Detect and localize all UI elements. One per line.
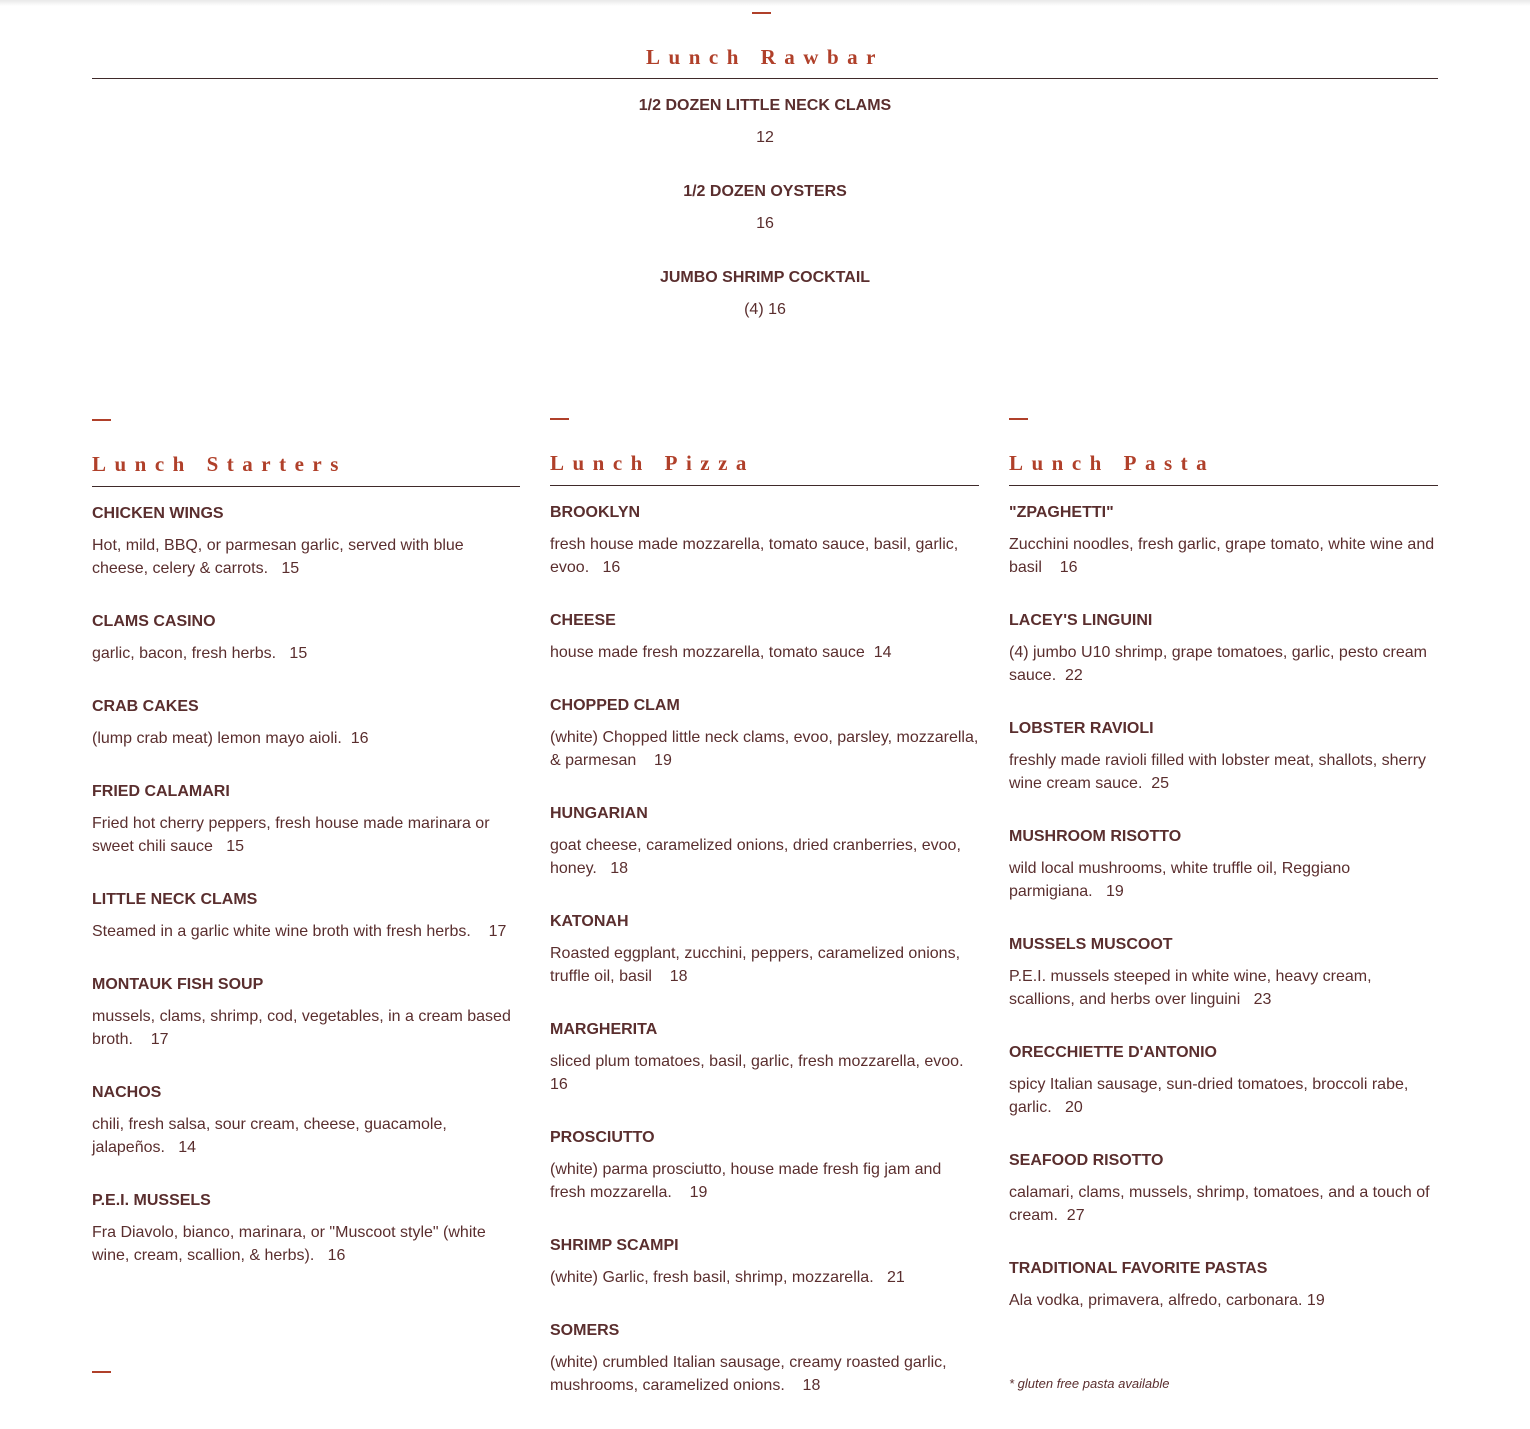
rawbar-list xyxy=(92,96,1438,354)
item-name: SEAFOOD RISOTTO xyxy=(1009,1152,1164,1169)
item-name: FRIED CALAMARI xyxy=(92,783,230,800)
item-name: TRADITIONAL FAVORITE PASTAS xyxy=(1009,1260,1268,1277)
item-description: mussels, clams, shrimp, cod, vegetables, in a cream based broth. 17 xyxy=(92,1008,516,1048)
menu-item xyxy=(550,912,979,988)
menu-item xyxy=(92,612,520,665)
section-dash xyxy=(752,12,771,14)
section-dash xyxy=(92,1371,111,1373)
item-name: "ZPAGHETTI" xyxy=(1009,504,1114,521)
item-name: ORECCHIETTE D'ANTONIO xyxy=(1009,1044,1217,1061)
menu-item xyxy=(1009,1043,1438,1119)
item-price: 16 xyxy=(756,215,774,232)
rawbar-title: Lunch Rawbar xyxy=(646,45,884,69)
item-name: CHICKEN WINGS xyxy=(92,505,224,522)
menu-item xyxy=(550,611,979,664)
item-price: 12 xyxy=(756,129,774,146)
item-name: MUSHROOM RISOTTO xyxy=(1009,828,1182,845)
menu-item xyxy=(1009,1259,1438,1312)
item-description: (white) Garlic, fresh basil, shrimp, mozzarella. 21 xyxy=(550,1269,905,1286)
menu-item xyxy=(1009,827,1438,903)
item-name: PROSCIUTTO xyxy=(550,1129,655,1146)
menu-item xyxy=(550,1236,979,1289)
item-description: (4) jumbo U10 shrimp, grape tomatoes, garlic, pesto cream sauce. 22 xyxy=(1009,644,1432,684)
item-name: MUSSELS MUSCOOT xyxy=(1009,936,1173,953)
item-description: goat cheese, caramelized onions, dried cranberries, evoo, honey. 18 xyxy=(550,837,966,877)
item-name: CLAMS CASINO xyxy=(92,613,216,630)
item-description: (white) parma prosciutto, house made fresh fig jam and fresh mozzarella. 19 xyxy=(550,1161,946,1201)
item-name: CRAB CAKES xyxy=(92,698,199,715)
item-description: chili, fresh salsa, sour cream, cheese, guacamole, jalapeños. 14 xyxy=(92,1116,452,1156)
menu-item xyxy=(92,697,520,750)
pasta-title: Lunch Pasta xyxy=(1009,451,1216,475)
menu-item xyxy=(92,1191,520,1267)
rawbar-rule xyxy=(92,78,1438,79)
item-name: CHEESE xyxy=(550,612,616,629)
item-price: (4) 16 xyxy=(744,301,786,318)
item-description: Zucchini noodles, fresh garlic, grape tomato, white wine and basil 16 xyxy=(1009,536,1439,576)
item-name: KATONAH xyxy=(550,913,629,930)
item-description: Fried hot cherry peppers, fresh house made marinara or sweet chili sauce 15 xyxy=(92,815,494,855)
item-name: SOMERS xyxy=(550,1322,620,1339)
item-name: LOBSTER RAVIOLI xyxy=(1009,720,1154,737)
rawbar-item xyxy=(92,96,1438,182)
rawbar-item xyxy=(92,268,1438,354)
item-description: Roasted eggplant, zucchini, peppers, caramelized onions, truffle oil, basil 18 xyxy=(550,945,965,985)
pizza-rule xyxy=(550,485,979,486)
menu-item xyxy=(1009,935,1438,1011)
menu-item xyxy=(92,782,520,858)
item-name: 1/2 DOZEN LITTLE NECK CLAMS xyxy=(638,97,892,114)
item-name: NACHOS xyxy=(92,1084,162,1101)
item-description: spicy Italian sausage, sun-dried tomatoes, broccoli rabe, garlic. 20 xyxy=(1009,1076,1413,1116)
menu-item xyxy=(1009,503,1438,579)
item-name: SHRIMP SCAMPI xyxy=(550,1237,679,1254)
section-dash xyxy=(92,419,111,421)
menu-item xyxy=(1009,611,1438,687)
item-name: MONTAUK FISH SOUP xyxy=(92,976,264,993)
gluten-free-note: * gluten free pasta available xyxy=(1009,1376,1170,1391)
menu-item xyxy=(550,503,979,579)
menu-item xyxy=(1009,719,1438,795)
menu-item xyxy=(92,504,520,580)
item-description: garlic, bacon, fresh herbs. 15 xyxy=(92,645,308,662)
item-name: CHOPPED CLAM xyxy=(550,697,680,714)
item-description: Hot, mild, BBQ, or parmesan garlic, served with blue cheese, celery & carrots. 15 xyxy=(92,537,469,577)
item-name: P.E.I. MUSSELS xyxy=(92,1192,211,1209)
item-description: (white) Chopped little neck clams, evoo, parsley, mozzarella, & parmesan 19 xyxy=(550,729,983,769)
item-name: MARGHERITA xyxy=(550,1021,658,1038)
section-dash xyxy=(550,418,569,420)
menu-item xyxy=(92,890,520,943)
menu-item xyxy=(550,1321,979,1397)
item-name: 1/2 DOZEN OYSTERS xyxy=(683,183,847,200)
pizza-title: Lunch Pizza xyxy=(550,451,755,475)
item-name: LITTLE NECK CLAMS xyxy=(92,891,258,908)
pasta-list xyxy=(1009,503,1438,1344)
item-description: fresh house made mozzarella, tomato sauce, basil, garlic, evoo. 16 xyxy=(550,536,963,576)
item-name: HUNGARIAN xyxy=(550,805,648,822)
item-description: P.E.I. mussels steeped in white wine, heavy cream, scallions, and herbs over linguini 23 xyxy=(1009,968,1376,1008)
menu-item xyxy=(550,1020,979,1096)
item-name: JUMBO SHRIMP COCKTAIL xyxy=(659,269,871,286)
item-description: wild local mushrooms, white truffle oil, Reggiano parmigiana. 19 xyxy=(1009,860,1355,900)
menu-item xyxy=(92,975,520,1051)
menu-item xyxy=(550,1128,979,1204)
menu-item xyxy=(92,1083,520,1159)
starters-title: Lunch Starters xyxy=(92,452,347,476)
item-description: freshly made ravioli filled with lobster meat, shallots, sherry wine cream sauce. 25 xyxy=(1009,752,1431,792)
item-description: Steamed in a garlic white wine broth with fresh herbs. 17 xyxy=(92,923,507,940)
starters-rule xyxy=(92,486,520,487)
item-description: (lump crab meat) lemon mayo aioli. 16 xyxy=(92,730,369,747)
section-dash xyxy=(1009,418,1028,420)
pizza-list xyxy=(550,503,983,1429)
top-shadow xyxy=(0,0,1530,6)
starters-list xyxy=(92,504,520,1299)
item-description: (white) crumbled Italian sausage, creamy roasted garlic, mushrooms, caramelized onions. 18 xyxy=(550,1354,952,1394)
menu-item xyxy=(1009,1151,1438,1227)
item-name: BROOKLYN xyxy=(550,504,641,521)
item-description: Fra Diavolo, bianco, marinara, or "Muscoot style" (white wine, cream, scallion, & herbs). 16 xyxy=(92,1224,491,1264)
item-description: Ala vodka, primavera, alfredo, carbonara. 19 xyxy=(1009,1292,1325,1309)
rawbar-item xyxy=(92,182,1438,268)
pasta-rule xyxy=(1009,485,1438,486)
item-description: sliced plum tomatoes, basil, garlic, fresh mozzarella, evoo. 16 xyxy=(550,1053,968,1093)
item-description: calamari, clams, mussels, shrimp, tomatoes, and a touch of cream. 27 xyxy=(1009,1184,1435,1224)
item-name: LACEY'S LINGUINI xyxy=(1009,612,1153,629)
item-description: house made fresh mozzarella, tomato sauce 14 xyxy=(550,644,892,661)
menu-item xyxy=(550,696,983,772)
menu-item xyxy=(550,804,979,880)
